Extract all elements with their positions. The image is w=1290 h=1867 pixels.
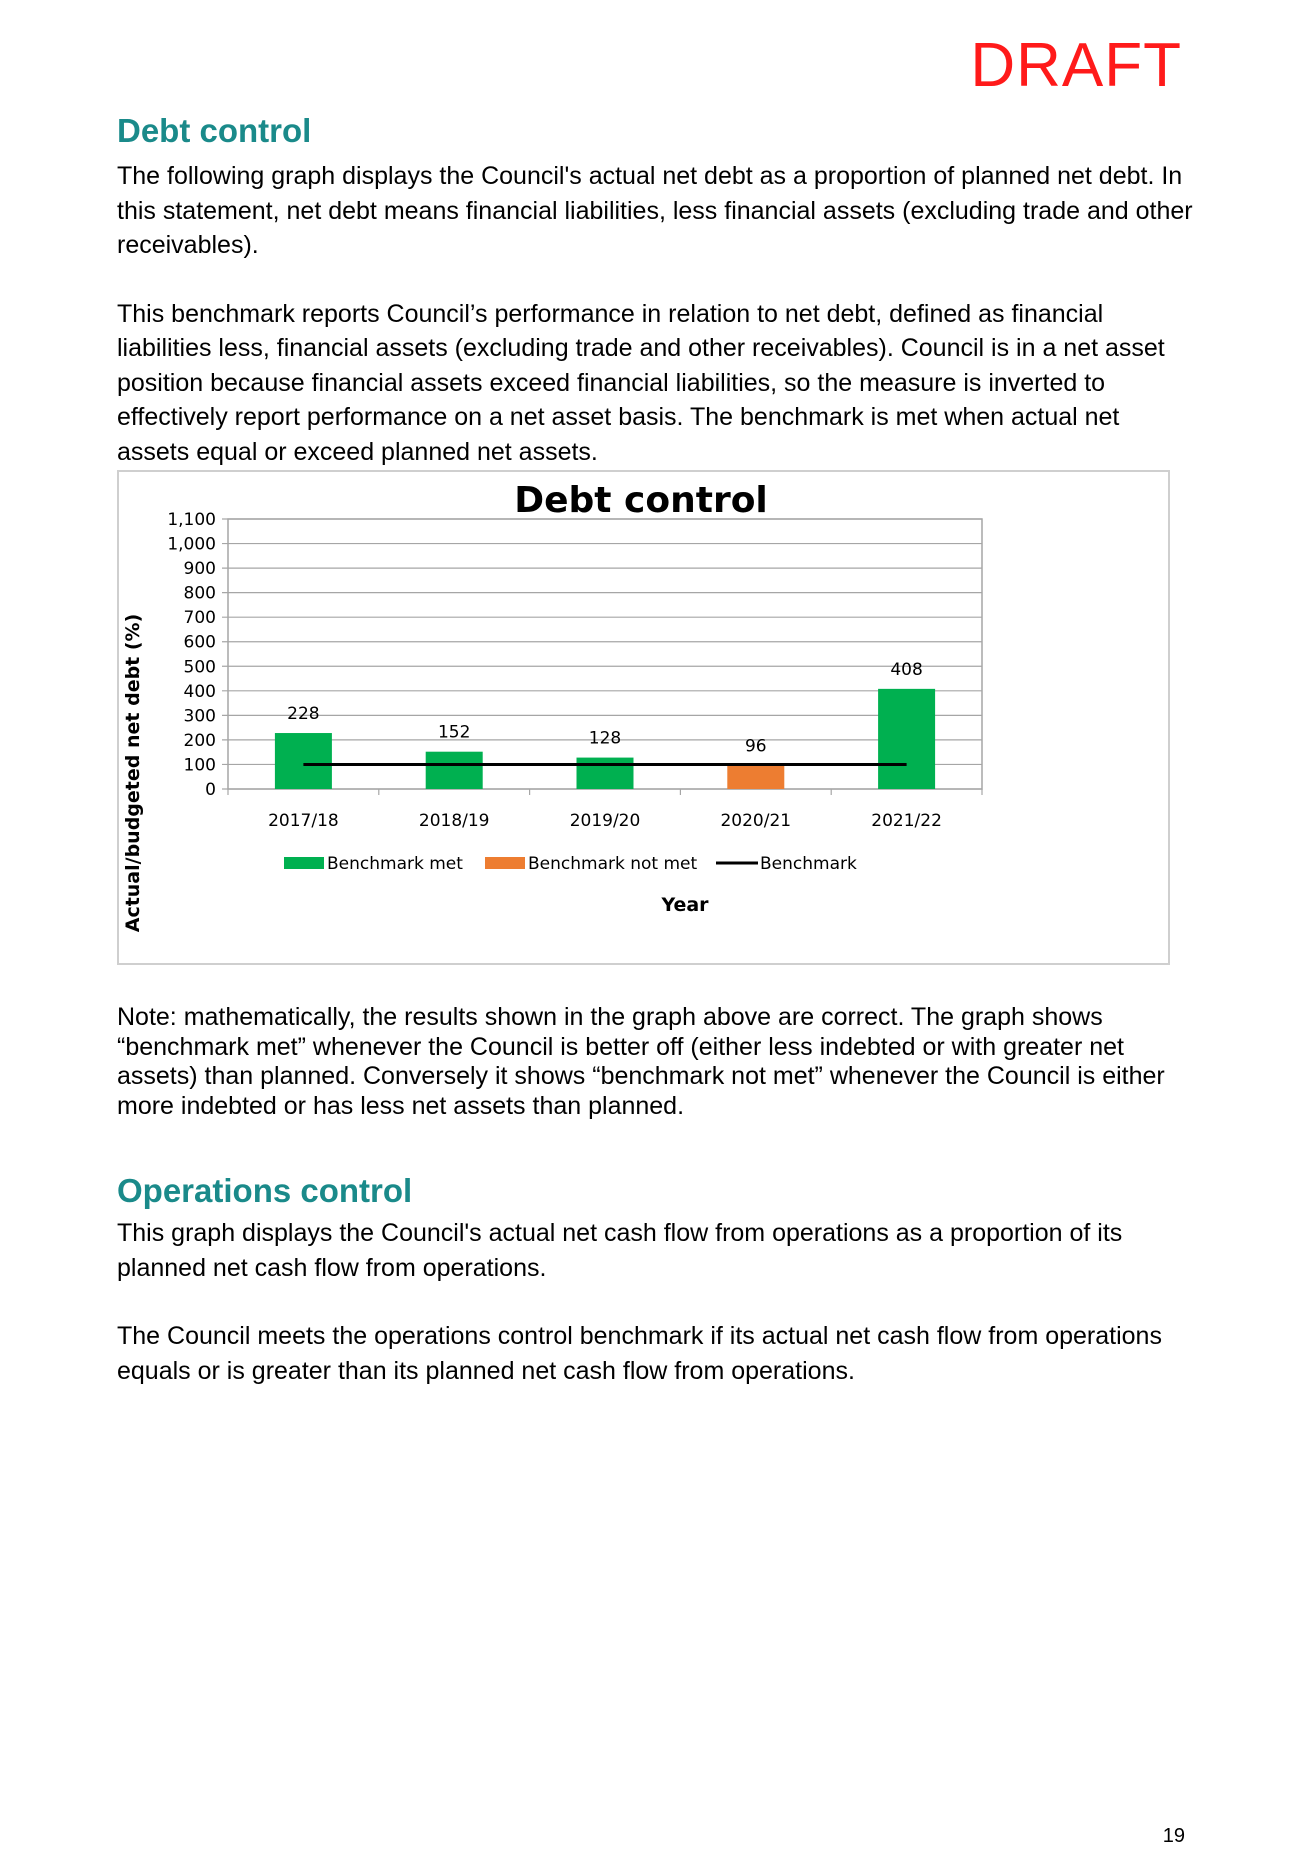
- debt-control-chart-svg: [119, 472, 1168, 963]
- data-label: 228: [287, 704, 320, 725]
- y-tick-label: 700: [183, 608, 216, 629]
- chart-legend: [284, 854, 857, 874]
- x-tick-label: 2021/22: [871, 811, 942, 831]
- data-label: 152: [437, 722, 471, 743]
- y-tick-label: 900: [183, 559, 216, 580]
- legend-label: Benchmark: [760, 854, 857, 874]
- x-axis-label: Year: [661, 894, 709, 916]
- data-label: 128: [588, 728, 622, 749]
- operations-control-benchmark-text: The Council meets the operations control benchmark if its actual net cash flow from operations equals or is greater than its planned net cash flow from operations.: [117, 1322, 1162, 1385]
- y-tick-label: 400: [183, 681, 216, 702]
- x-tick-label: 2019/20: [569, 811, 641, 831]
- legend-swatch-met: [284, 857, 324, 869]
- bar-2017-18: [275, 733, 332, 789]
- y-axis-label: Actual/budgeted net debt (%): [122, 613, 144, 933]
- operations-control-heading: Operations control: [117, 1172, 413, 1209]
- bar-2018-19: [426, 752, 483, 789]
- operations-control-intro: This graph displays the Council's actual net cash flow from operations as a proportion of its planned net cash flow from operations.: [117, 1219, 1123, 1282]
- data-label: 408: [890, 659, 923, 680]
- y-tick-label: 300: [183, 706, 216, 727]
- y-tick-label: 500: [183, 657, 216, 678]
- chart-note: Note: mathematically, the results shown in the graph above are correct. The graph shows “benchmark met” whenever the Council is better off (either less indebted or with greater net assets) than planned. Conversely it shows “benchmark not met” whenever the Council is either more indebted or has less net assets than planned.: [117, 1003, 1165, 1120]
- chart-note-section: [117, 1003, 1195, 1121]
- y-tick-label: 1,000: [167, 534, 216, 555]
- y-tick-label: 200: [183, 730, 216, 751]
- operations-control-section: [117, 1172, 1195, 1388]
- draft-watermark: DRAFT: [970, 31, 1182, 100]
- debt-control-chart: [117, 470, 1170, 965]
- legend-label: Benchmark met: [327, 854, 463, 874]
- legend-swatch-not-met: [485, 857, 525, 869]
- y-tick-label: 800: [183, 583, 216, 604]
- y-tick-label: 0: [205, 780, 216, 800]
- debt-control-benchmark-text: This benchmark reports Council’s performance in relation to net debt, defined as financial liabilities less, financial assets (excluding trade and other receivables). Council is in a net asset position because financial assets exceed financial liabilities, so the measure is inverted to effectively report performance on a net asset basis. The benchmark is met when actual net assets equal or exceed planned net assets.: [117, 299, 1165, 466]
- x-tick-label: 2018/19: [418, 811, 490, 831]
- page-number: 19: [1162, 1825, 1185, 1847]
- bar-2020-21: [727, 765, 784, 789]
- y-tick-label: 600: [183, 632, 216, 653]
- x-tick-label: 2017/18: [268, 811, 339, 831]
- y-tick-label: 100: [183, 755, 216, 776]
- bar-2019-20: [577, 758, 634, 789]
- debt-control-intro: The following graph displays the Council's actual net debt as a proportion of planned net debt. In this statement, net debt means financial liabilities, less financial assets (excluding trade and other receivables).: [117, 162, 1193, 259]
- chart-title: Debt control: [514, 480, 768, 521]
- y-tick-label: 1,100: [167, 510, 216, 530]
- bar-2021-22: [878, 689, 935, 789]
- debt-control-heading: Debt control: [117, 112, 312, 149]
- x-tick-label: 2020/21: [720, 811, 792, 831]
- data-label: 96: [744, 736, 767, 757]
- legend-label: Benchmark not met: [528, 854, 698, 874]
- debt-control-section: [117, 112, 1195, 469]
